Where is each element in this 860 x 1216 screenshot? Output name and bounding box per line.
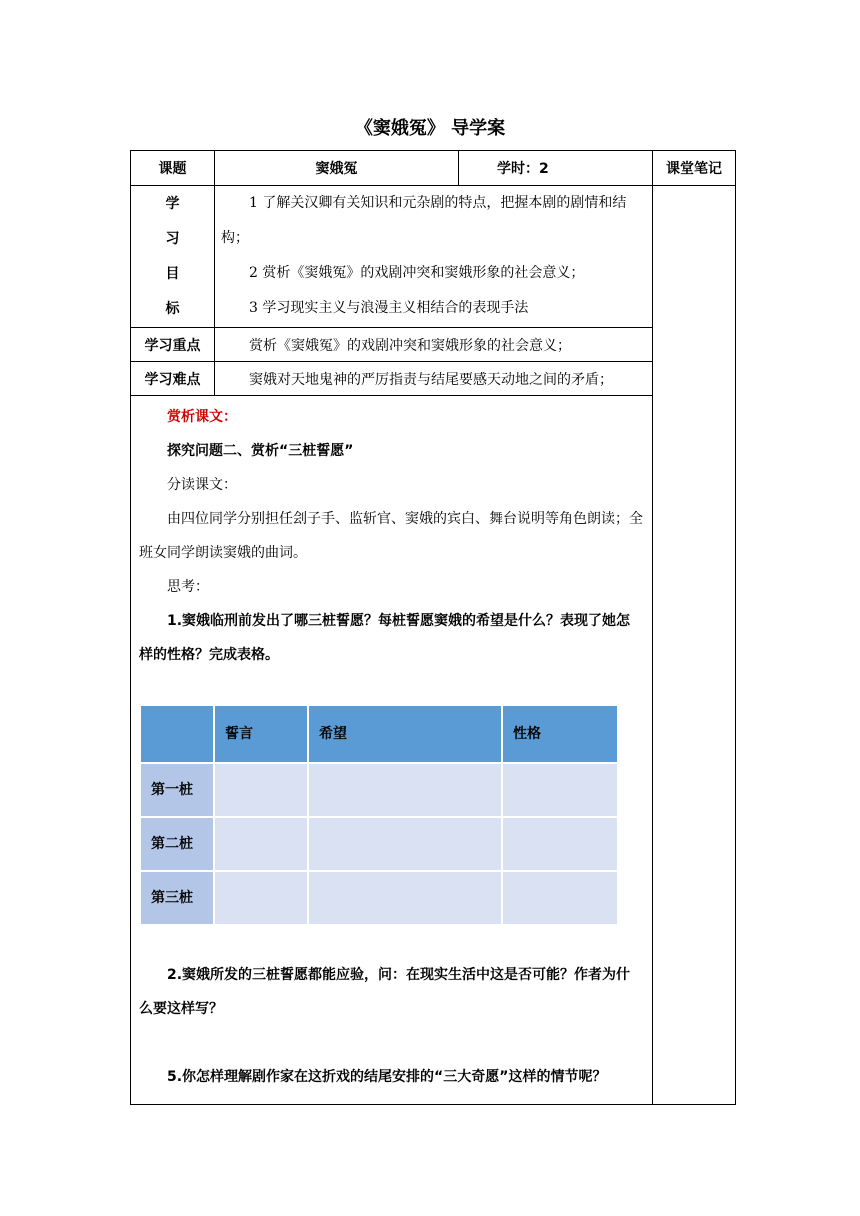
vow-cell-oath[interactable] [215, 764, 307, 816]
goals-label-char: 学 [165, 196, 180, 212]
question-5: 5.你怎样理解剧作家在这折戏的结尾安排的“三大奇愿”这样的情节呢？ [167, 1069, 607, 1085]
vow-table [139, 704, 619, 926]
goals-list [215, 186, 653, 328]
page-title: 《窦娥冤》 导学案 [354, 118, 506, 139]
vow-cell-character[interactable] [503, 818, 617, 870]
content-section [131, 396, 653, 1105]
key-points-label: 学习重点 [131, 328, 215, 362]
think-label: 思考： [167, 579, 209, 595]
section-title: 赏析课文： [167, 409, 237, 425]
vow-cell-hope[interactable] [309, 872, 501, 924]
goals-label-char: 目 [165, 266, 180, 282]
answer-space [139, 1026, 644, 1060]
vow-cell-oath[interactable] [215, 872, 307, 924]
goal-item: 1 了解关汉卿有关知识和元杂剧的特点，把握本剧的剧情和结构； [221, 195, 627, 246]
goals-label [131, 186, 215, 328]
reading-text: 由四位同学分别担任刽子手、监斩官、窦娥的宾白、舞台说明等角色朗读；全班女同学朗读窦娥的曲词。 [139, 511, 643, 561]
notes-column [653, 186, 736, 1105]
difficulties-label: 学习难点 [131, 362, 215, 396]
goals-label-char: 标 [165, 301, 180, 317]
hours-cell: 学时：2 [459, 151, 653, 186]
vow-header-character: 性格 [503, 706, 617, 762]
topic-label: 课题 [131, 151, 215, 186]
goals-label-char: 习 [165, 231, 180, 247]
question-2: 2.窦娥所发的三桩誓愿都能应验，问：在现实生活中这是否可能？作者为什么要这样写？ [139, 967, 631, 1017]
vow-row-label: 第一桩 [141, 764, 213, 816]
vow-header-hope: 希望 [309, 706, 501, 762]
vow-cell-hope[interactable] [309, 764, 501, 816]
difficulties-text: 窦娥对天地鬼神的严厉指责与结尾要感天动地之间的矛盾； [215, 362, 653, 396]
reading-label: 分读课文： [167, 477, 237, 493]
vow-header-oath: 誓言 [215, 706, 307, 762]
vow-header-blank [141, 706, 213, 762]
notes-label: 课堂笔记 [653, 151, 736, 186]
lesson-plan-table [130, 150, 736, 1105]
topic-value: 窦娥冤 [215, 151, 459, 186]
vow-cell-hope[interactable] [309, 818, 501, 870]
vow-row-label: 第三桩 [141, 872, 213, 924]
vow-cell-oath[interactable] [215, 818, 307, 870]
inquiry-title: 探究问题二、赏析“三桩誓愿” [167, 443, 354, 459]
key-points-text: 赏析《窦娥冤》的戏剧冲突和窦娥形象的社会意义； [215, 328, 653, 362]
question-1: 1.窦娥临刑前发出了哪三桩誓愿？每桩誓愿窦娥的希望是什么？表现了她怎样的性格？完成表格。 [139, 613, 631, 663]
goal-item: 2 赏析《窦娥冤》的戏剧冲突和窦娥形象的社会意义； [249, 265, 585, 281]
vow-cell-character[interactable] [503, 872, 617, 924]
vow-cell-character[interactable] [503, 764, 617, 816]
goal-item: 3 学习现实主义与浪漫主义相结合的表现手法 [249, 300, 529, 316]
vow-row-label: 第二桩 [141, 818, 213, 870]
